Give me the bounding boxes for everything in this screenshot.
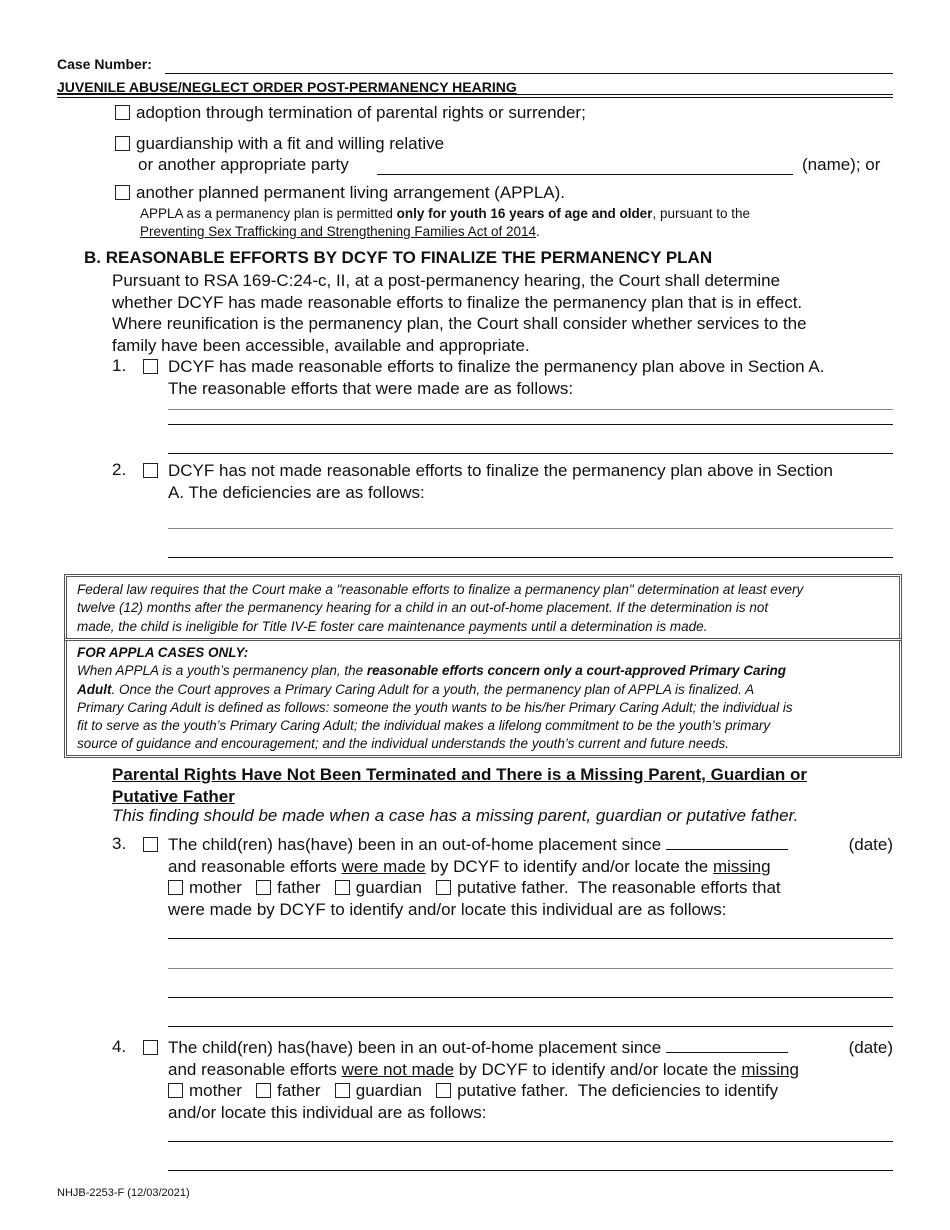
item-line: DCYF has not made reasonable efforts to finalize the permanency plan above in Section <box>168 461 833 480</box>
were-made: were made <box>341 856 426 876</box>
father-checkbox[interactable] <box>256 1083 271 1098</box>
t: guardian <box>355 1081 422 1100</box>
guardian-checkbox[interactable] <box>335 880 350 895</box>
item-1-text <box>168 356 824 399</box>
item-4-line[interactable] <box>168 1141 893 1142</box>
deficiency-line[interactable] <box>168 557 893 558</box>
appla-checkbox[interactable] <box>115 185 130 200</box>
heading-line: Putative Father <box>112 786 235 806</box>
were-not-made: were not made <box>341 1059 455 1079</box>
option-appla <box>115 183 565 203</box>
federal-law-notice <box>64 574 902 641</box>
item-3-line[interactable] <box>168 968 893 969</box>
t: and reasonable efforts <box>168 856 342 876</box>
appla-note <box>140 206 750 221</box>
t: father <box>277 878 321 897</box>
putative-father-checkbox[interactable] <box>436 880 451 895</box>
note-text: APPLA as a permanency plan is permitted <box>140 206 397 221</box>
item-1-number: 1. <box>112 356 127 375</box>
t: guardian <box>355 878 422 897</box>
date-label: (date) <box>848 835 893 854</box>
guardianship-party-label: or another appropriate party <box>138 155 349 174</box>
para-line: whether DCYF has made reasonable efforts to finalize the permanency plan that is in effect. <box>112 292 803 312</box>
appla-box-line: fit to serve as the youth’s Primary Caring Adult; the individual makes a lifelong commitment to be the youth’s primary <box>77 718 771 734</box>
option-guardianship <box>115 134 444 154</box>
item-4-number: 4. <box>112 1037 127 1056</box>
appla-act <box>140 224 540 239</box>
t: The deficiencies to identify <box>568 1081 779 1100</box>
deficiency-line[interactable] <box>168 528 893 529</box>
t: were made by DCYF to identify and/or locate this individual are as follows: <box>168 899 727 919</box>
item-line: DCYF has made reasonable efforts to finalize the permanency plan above in Section A. <box>168 357 825 376</box>
mother-checkbox[interactable] <box>168 1083 183 1098</box>
item-1-checkbox[interactable] <box>143 359 158 374</box>
t-bold: reasonable efforts concern only a court-approved Primary Caring <box>366 663 787 679</box>
appla-box-line: Primary Caring Adult is defined as follows: someone the youth wants to be his/her Primary Caring Adult; the individual is <box>77 699 793 715</box>
t: and/or locate this individual are as follows: <box>168 1102 487 1122</box>
t: The reasonable efforts that <box>568 878 781 897</box>
t: . Once the Court approves a Primary Caring Adult for a youth, the permanency plan of APPLA is finalized. A <box>111 681 755 697</box>
item-3-line[interactable] <box>168 1026 893 1027</box>
appla-box-line: source of guidance and encouragement; and the individual understands the youth’s current and future needs. <box>77 736 729 752</box>
guardianship-checkbox[interactable] <box>115 136 130 151</box>
date-field[interactable] <box>666 835 788 850</box>
act-name: Preventing Sex Trafficking and Strengthening Families Act of 2014 <box>140 224 536 239</box>
section-b-heading: B. REASONABLE EFFORTS BY DCYF TO FINALIZE THE PERMANENCY PLAN <box>84 248 713 267</box>
item-4-text <box>168 1037 893 1123</box>
item-3-line[interactable] <box>168 997 893 998</box>
date-label: (date) <box>848 1038 893 1057</box>
form-number-footer: NHJB-2253-F (12/03/2021) <box>57 1187 190 1199</box>
appla-box-line <box>77 681 889 699</box>
t: The child(ren) has(have) been in an out-of-home placement since <box>168 1038 662 1057</box>
item-2-checkbox[interactable] <box>143 463 158 478</box>
title-rule <box>57 94 893 95</box>
appla-box-line <box>77 662 889 680</box>
para-line: Pursuant to RSA 169-C:24-c, II, at a post-permanency hearing, the Court shall determine <box>112 271 781 290</box>
item-3-number: 3. <box>112 834 127 853</box>
date-field[interactable] <box>666 1038 788 1053</box>
notice-line: twelve (12) months after the permanency hearing for a child in an out-of-home placement. If the determination is not <box>77 600 769 616</box>
item-4-line[interactable] <box>168 1170 893 1171</box>
guardianship-label: guardianship with a fit and willing relative <box>136 134 445 153</box>
t-bold: Adult <box>77 681 112 697</box>
t: When APPLA is a youth’s permanency plan, the <box>77 663 367 679</box>
item-line: The reasonable efforts that were made are as follows: <box>168 378 574 398</box>
guardian-name-field[interactable] <box>377 174 793 175</box>
item-4-checkbox[interactable] <box>143 1040 158 1055</box>
name-suffix: (name); or <box>802 155 881 174</box>
guardian-checkbox[interactable] <box>335 1083 350 1098</box>
t: putative father. <box>457 1081 569 1100</box>
para-line: Where reunification is the permanency plan, the Court shall consider whether services to the <box>112 314 807 333</box>
item-3-line[interactable] <box>168 938 893 939</box>
mother-checkbox[interactable] <box>168 880 183 895</box>
appla-label: another planned permanent living arrangement (APPLA). <box>136 183 566 202</box>
efforts-line[interactable] <box>168 424 893 425</box>
putative-father-checkbox[interactable] <box>436 1083 451 1098</box>
efforts-line[interactable] <box>168 409 893 410</box>
missing-subtitle: This finding should be made when a case has a missing parent, guardian or putative father. <box>112 806 799 825</box>
t: The child(ren) has(have) been in an out-of-home placement since <box>168 835 662 854</box>
t: father <box>277 1081 321 1100</box>
t: mother <box>189 1081 242 1100</box>
guardianship-line-2 <box>138 155 349 175</box>
t: mother <box>189 878 242 897</box>
heading-line: Parental Rights Have Not Been Terminated and There is a Missing Parent, Guardian or <box>112 765 807 784</box>
item-3-text <box>168 834 893 920</box>
appla-cases-box <box>64 638 902 758</box>
t: by DCYF to identify and/or locate the <box>454 1059 742 1079</box>
item-3-checkbox[interactable] <box>143 837 158 852</box>
notice-line: Federal law requires that the Court make a "reasonable efforts to finalize a permanency plan" determination at least every <box>77 582 804 597</box>
notice-line: made, the child is ineligible for Title IV-E foster care maintenance payments until a determination is made. <box>77 618 708 634</box>
para-line: family have been accessible, available and appropriate. <box>112 335 530 355</box>
case-number-label: Case Number: <box>57 56 152 72</box>
missing-word: missing <box>741 1059 799 1079</box>
appla-box-heading: FOR APPLA CASES ONLY: <box>77 645 249 660</box>
t: by DCYF to identify and/or locate the <box>425 856 713 876</box>
t: and reasonable efforts <box>168 1059 342 1079</box>
note-bold: only for youth 16 years of age and older <box>396 206 653 221</box>
item-2-text <box>168 460 833 503</box>
item-line: A. The deficiencies are as follows: <box>168 482 425 502</box>
item-2-number: 2. <box>112 460 127 479</box>
case-number-field[interactable] <box>165 73 893 74</box>
father-checkbox[interactable] <box>256 880 271 895</box>
adoption-checkbox[interactable] <box>115 105 130 120</box>
title-rule-2 <box>57 97 893 98</box>
note-text-2: , pursuant to the <box>652 206 751 221</box>
form-title: JUVENILE ABUSE/NEGLECT ORDER POST-PERMANENCY HEARING <box>57 79 517 95</box>
adoption-label: adoption through termination of parental rights or surrender; <box>136 103 586 122</box>
missing-word: missing <box>712 856 771 876</box>
missing-parent-heading <box>112 764 807 807</box>
option-adoption <box>115 103 586 123</box>
t: putative father. <box>457 878 569 897</box>
efforts-line[interactable] <box>168 453 893 454</box>
section-b-paragraph <box>112 270 807 356</box>
period: . <box>535 224 540 239</box>
